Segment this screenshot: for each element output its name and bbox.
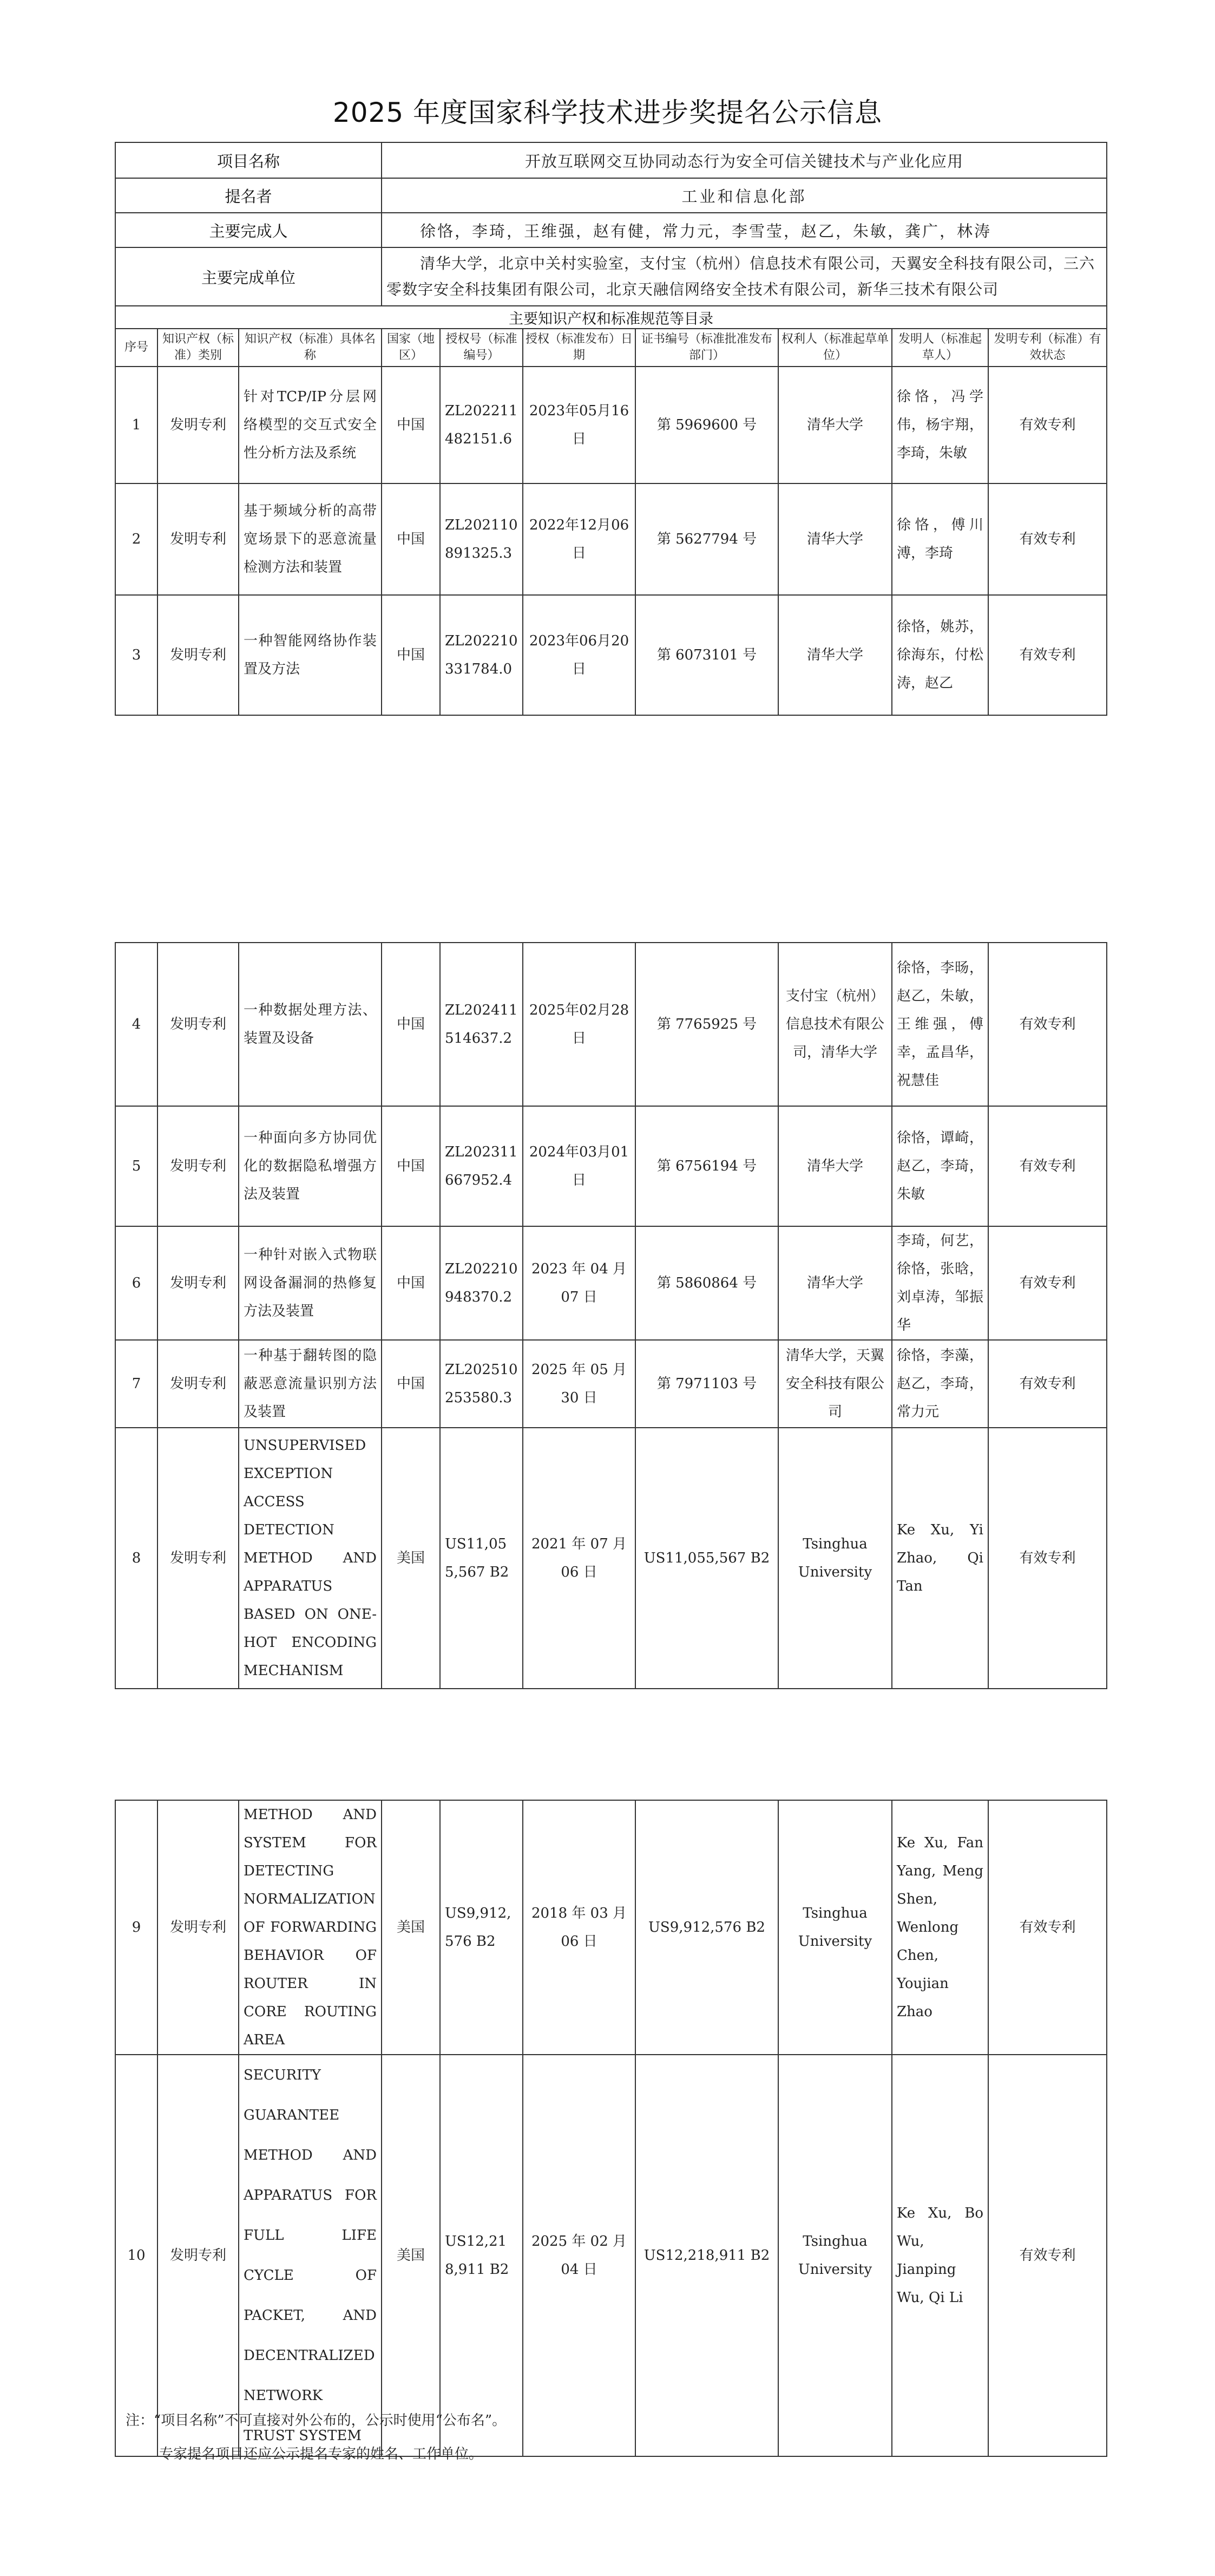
row-status: 有效专利: [988, 1106, 1107, 1226]
main-people: 徐恪，李琦，王维强，赵有健，常力元，李雪莹，赵乙，朱敏，龚广，林涛: [382, 213, 1107, 247]
main-people-label: 主要完成人: [115, 213, 382, 247]
row-grant-no: US12,218,911 B2: [440, 2055, 523, 2456]
row-name: METHOD AND SYSTEM FOR DETECTING NORMALIZATION OF FORWARDING BEHAVIOR OF ROUTER IN CORE ROUTING AREA: [239, 1800, 382, 2055]
row-inventors: 徐恪，冯学伟，杨宇翔，李琦，朱敏: [892, 367, 988, 483]
row-status: 有效专利: [988, 367, 1107, 483]
header-cert-no: 证书编号（标准批准发布部门）: [635, 329, 778, 367]
row-owner: 清华大学: [778, 483, 892, 595]
row-owner: Tsinghua University: [778, 2055, 892, 2456]
header-inventors: 发明人（标准起草人）: [892, 329, 988, 367]
row-no: 5: [115, 1106, 157, 1226]
row-owner: 清华大学: [778, 1106, 892, 1226]
row-kind: 发明专利: [157, 1340, 239, 1428]
row-cert-no: 第 7971103 号: [635, 1340, 778, 1428]
table-row: [115, 943, 1107, 1106]
row-no: 1: [115, 367, 157, 483]
table-row: [115, 367, 1107, 483]
row-no: 3: [115, 595, 157, 715]
table-row: [115, 1428, 1107, 1689]
row-no: 9: [115, 1800, 157, 2055]
row-name: 一种针对嵌入式物联网设备漏洞的热修复方法及装置: [239, 1226, 382, 1340]
row-status: 有效专利: [988, 943, 1107, 1106]
row-cert-no: 第 5969600 号: [635, 367, 778, 483]
nominator-label: 提名者: [115, 178, 382, 213]
row-cert-no: US11,055,567 B2: [635, 1428, 778, 1689]
footnote-line-1: 注：“项目名称”不可直接对外公布的，公示时使用“公布名”。: [126, 2412, 507, 2429]
header-country: 国家（地区）: [382, 329, 440, 367]
footnote: [126, 2404, 506, 2471]
row-country: 美国: [382, 1428, 440, 1689]
row-owner: 支付宝（杭州）信息技术有限公司，清华大学: [778, 943, 892, 1106]
row-kind: 发明专利: [157, 595, 239, 715]
row-name: 一种数据处理方法、装置及设备: [239, 943, 382, 1106]
row-country: 中国: [382, 1340, 440, 1428]
table-row: [115, 1800, 1107, 2055]
row-cert-no: US12,218,911 B2: [635, 2055, 778, 2456]
row-owner: Tsinghua University: [778, 1800, 892, 2055]
row-inventors: 徐恪，傅川溥，李琦: [892, 483, 988, 595]
row-grant-date: 2023 年 04 月 07 日: [523, 1226, 635, 1340]
project-info-table: [115, 142, 1107, 716]
row-grant-no: ZL202411514637.2: [440, 943, 523, 1106]
main-units: 清华大学，北京中关村实验室，支付宝（杭州）信息技术有限公司，天翼安全科技有限公司，三六零数字安全科技集团有限公司，北京天融信网络安全技术有限公司，新华三技术有限公司: [382, 247, 1107, 306]
row-cert-no: 第 7765925 号: [635, 943, 778, 1106]
header-status: 发明专利（标准）有效状态: [988, 329, 1107, 367]
row-grant-date: 2025 年 05 月 30 日: [523, 1340, 635, 1428]
row-name: 一种智能网络协作装置及方法: [239, 595, 382, 715]
row-name: 一种面向多方协同优化的数据隐私增强方法及装置: [239, 1106, 382, 1226]
row-no: 8: [115, 1428, 157, 1689]
page-title: 2025 年度国家科学技术进步奖提名公示信息: [332, 97, 883, 128]
ip-table-header: [115, 329, 1107, 367]
row-owner: 清华大学: [778, 595, 892, 715]
row-status: 有效专利: [988, 595, 1107, 715]
table-row: [115, 483, 1107, 595]
nominator: 工业和信息化部: [382, 178, 1107, 213]
row-grant-date: 2022年12月06日: [523, 483, 635, 595]
row-inventors: 徐恪，姚苏，徐海东，付松涛，赵乙: [892, 595, 988, 715]
row-grant-date: 2023年05月16日: [523, 367, 635, 483]
row-grant-no: US11,055,567 B2: [440, 1428, 523, 1689]
table-row: [115, 2055, 1107, 2456]
row-kind: 发明专利: [157, 2055, 239, 2456]
project-name-label: 项目名称: [115, 142, 382, 178]
row-kind: 发明专利: [157, 943, 239, 1106]
header-grant-no: 授权号（标准编号）: [440, 329, 523, 367]
row-no: 10: [115, 2055, 157, 2456]
header-owner: 权利人（标准起草单位）: [778, 329, 892, 367]
row-grant-date: 2025 年 02 月 04 日: [523, 2055, 635, 2456]
row-owner: 清华大学: [778, 367, 892, 483]
row-grant-date: 2021 年 07 月 06 日: [523, 1428, 635, 1689]
row-owner: 清华大学，天翼安全科技有限公司: [778, 1340, 892, 1428]
header-name: 知识产权（标准）具体名称: [239, 329, 382, 367]
table-row: [115, 1106, 1107, 1226]
row-kind: 发明专利: [157, 1106, 239, 1226]
row-no: 6: [115, 1226, 157, 1340]
project-name: 开放互联网交互协同动态行为安全可信关键技术与产业化应用: [382, 142, 1107, 178]
row-kind: 发明专利: [157, 367, 239, 483]
row-grant-no: ZL202510253580.3: [440, 1340, 523, 1428]
row-status: 有效专利: [988, 483, 1107, 595]
header-no: 序号: [115, 329, 157, 367]
row-grant-date: 2023年06月20日: [523, 595, 635, 715]
row-kind: 发明专利: [157, 1800, 239, 2055]
row-grant-no: ZL202210948370.2: [440, 1226, 523, 1340]
row-status: 有效专利: [988, 1340, 1107, 1428]
row-inventors: 徐恪，李藻，赵乙，李琦，常力元: [892, 1340, 988, 1428]
row-country: 美国: [382, 1800, 440, 2055]
row-country: 美国: [382, 2055, 440, 2456]
row-grant-no: US9,912,576 B2: [440, 1800, 523, 2055]
row-name: 基于频域分析的高带宽场景下的恶意流量检测方法和装置: [239, 483, 382, 595]
row-owner: 清华大学: [778, 1226, 892, 1340]
row-status: 有效专利: [988, 1800, 1107, 2055]
row-cert-no: 第 6756194 号: [635, 1106, 778, 1226]
row-inventors: 徐恪，谭崎，赵乙，李琦，朱敏: [892, 1106, 988, 1226]
row-cert-no: US9,912,576 B2: [635, 1800, 778, 2055]
row-grant-date: 2025年02月28日: [523, 943, 635, 1106]
table-row: [115, 1340, 1107, 1428]
header-grant-date: 授权（标准发布）日期: [523, 329, 635, 367]
row-grant-no: ZL202110891325.3: [440, 483, 523, 595]
row-status: 有效专利: [988, 2055, 1107, 2456]
row-inventors: Ke Xu, Bo Wu, Jianping Wu, Qi Li: [892, 2055, 988, 2456]
row-no: 7: [115, 1340, 157, 1428]
row-grant-date: 2018 年 03 月 06 日: [523, 1800, 635, 2055]
row-cert-no: 第 5860864 号: [635, 1226, 778, 1340]
header-kind: 知识产权（标准）类别: [157, 329, 239, 367]
row-grant-date: 2024年03月01日: [523, 1106, 635, 1226]
row-inventors: Ke Xu, Yi Zhao, Qi Tan: [892, 1428, 988, 1689]
main-units-label: 主要完成单位: [115, 247, 382, 306]
row-inventors: 李琦，何艺，徐恪，张晗，刘卓涛，邹振华: [892, 1226, 988, 1340]
row-country: 中国: [382, 367, 440, 483]
row-owner: Tsinghua University: [778, 1428, 892, 1689]
row-status: 有效专利: [988, 1226, 1107, 1340]
row-inventors: Ke Xu, Fan Yang, Meng Shen, Wenlong Chen, Youjian Zhao: [892, 1800, 988, 2055]
ip-table-continued-1: [115, 942, 1107, 1689]
row-no: 2: [115, 483, 157, 595]
row-name: 针对TCP/IP分层网络模型的交互式安全性分析方法及系统: [239, 367, 382, 483]
footnote-line-2: 专家提名项目还应公示提名专家的姓名、工作单位。: [159, 2446, 483, 2462]
table-row: [115, 595, 1107, 715]
row-no: 4: [115, 943, 157, 1106]
row-grant-no: ZL202210331784.0: [440, 595, 523, 715]
ip-table-caption: 主要知识产权和标准规范等目录: [115, 306, 1107, 329]
row-status: 有效专利: [988, 1428, 1107, 1689]
row-name: 一种基于翻转图的隐蔽恶意流量识别方法及装置: [239, 1340, 382, 1428]
row-grant-no: ZL202311667952.4: [440, 1106, 523, 1226]
row-kind: 发明专利: [157, 1428, 239, 1689]
row-kind: 发明专利: [157, 483, 239, 595]
row-country: 中国: [382, 1226, 440, 1340]
row-kind: 发明专利: [157, 1226, 239, 1340]
row-country: 中国: [382, 483, 440, 595]
row-country: 中国: [382, 943, 440, 1106]
row-name: UNSUPERVISED EXCEPTION ACCESS DETECTION METHOD AND APPARATUS BASED ON ONE-HOT ENCODING MECHANISM: [239, 1428, 382, 1689]
row-country: 中国: [382, 595, 440, 715]
ip-table-continued-2: [115, 1800, 1107, 2457]
table-row: [115, 1226, 1107, 1340]
row-country: 中国: [382, 1106, 440, 1226]
row-inventors: 徐恪，李旸，赵乙，朱敏，王维强，傅幸，孟昌华，祝慧佳: [892, 943, 988, 1106]
row-grant-no: ZL202211482151.6: [440, 367, 523, 483]
row-cert-no: 第 5627794 号: [635, 483, 778, 595]
row-cert-no: 第 6073101 号: [635, 595, 778, 715]
row-name: SECURITY GUARANTEE METHOD AND APPARATUS FOR FULL LIFE CYCLE OF PACKET, AND DECENTRALIZED NETWORK TRUST SYSTEM: [239, 2055, 382, 2456]
